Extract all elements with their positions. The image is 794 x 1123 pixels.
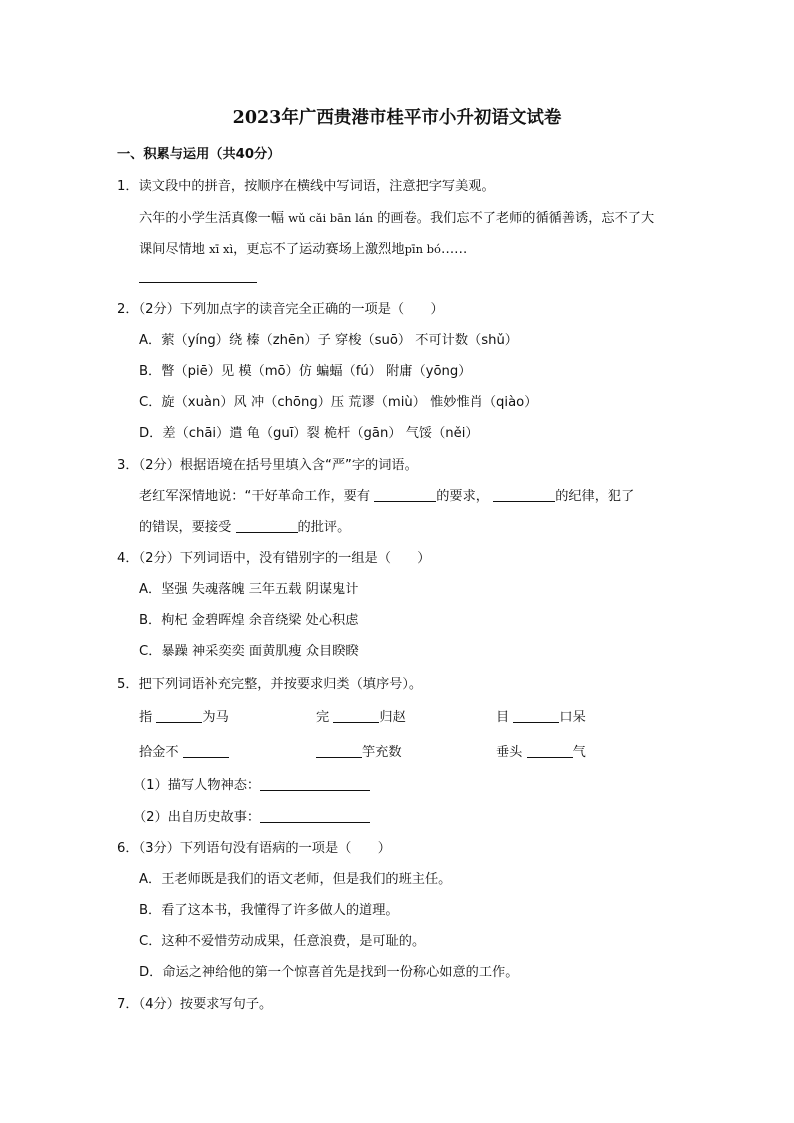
answer-blank[interactable] bbox=[513, 710, 559, 723]
page-title: 2023年广西贵港市桂平市小升初语文试卷 bbox=[232, 108, 562, 128]
pinyin-prompt: pīn bó bbox=[404, 242, 441, 256]
option-b[interactable]: B．看了这本书，我懂得了许多做人的道理。 bbox=[139, 903, 399, 918]
question-5-stem: 5．把下列词语补充完整，并按要求归类（填序号）。 bbox=[117, 677, 423, 692]
answer-blank[interactable] bbox=[316, 745, 362, 758]
answer-blank[interactable] bbox=[374, 489, 436, 502]
question-5-sub-2: （2）出自历史故事： bbox=[133, 810, 370, 826]
option-a[interactable]: A．坚强 失魂落魄 三年五载 阴谋鬼计 bbox=[139, 582, 359, 597]
idiom-fill: 竽充数 bbox=[316, 745, 402, 761]
question-5-sub-1: （1）描写人物神态： bbox=[133, 778, 370, 794]
answer-blank[interactable] bbox=[333, 710, 379, 723]
option-d[interactable]: D．差（chāi）遣 龟（guī）裂 桅杆（gān） 气馁（něi） bbox=[139, 426, 479, 441]
option-c[interactable]: C．暴躁 神采奕奕 面黄肌瘦 众目睽睽 bbox=[139, 644, 359, 659]
answer-blank[interactable] bbox=[236, 520, 298, 533]
question-1-passage-line-2: 课间尽情地 xī xì，更忘不了运动赛场上激烈地pīn bó…… bbox=[139, 242, 468, 257]
idiom-fill: 垂头 气 bbox=[496, 745, 586, 760]
idiom-fill: 拾金不 bbox=[139, 745, 229, 761]
option-c[interactable]: C．旋（xuàn）风 冲（chōng）压 荒谬（miù） 惟妙惟肖（qiào） bbox=[139, 395, 538, 410]
pinyin-prompt: xī xì bbox=[209, 242, 234, 256]
option-a[interactable]: A．萦（yíng）绕 榛（zhēn）子 穿梭（suō） 不可计数（shǔ） bbox=[139, 333, 518, 348]
answer-blank[interactable] bbox=[260, 810, 370, 823]
option-a[interactable]: A．王老师既是我们的语文老师，但是我们的班主任。 bbox=[139, 872, 452, 887]
idiom-fill: 完 归赵 bbox=[316, 710, 406, 725]
answer-blank[interactable] bbox=[527, 745, 573, 758]
answer-blank[interactable] bbox=[139, 270, 257, 286]
question-4-stem: 4．（2分）下列词语中，没有错别字的一组是（ ） bbox=[117, 551, 431, 566]
option-d[interactable]: D．命运之神给他的第一个惊喜首先是找到一份称心如意的工作。 bbox=[139, 965, 519, 980]
question-6-stem: 6．（3分）下列语句没有语病的一项是（ ） bbox=[117, 841, 391, 856]
idiom-fill: 目 口呆 bbox=[496, 710, 586, 725]
question-1-passage-line-1: 六年的小学生活真像一幅 wǔ cǎi bān lán 的画卷。我们忘不了老师的循循善诱，忘不了大 bbox=[139, 211, 655, 226]
question-1-stem: 1．读文段中的拼音，按顺序在横线中写词语，注意把字写美观。 bbox=[117, 179, 495, 194]
question-3-line-2: 的错误，要接受 的批评。 bbox=[139, 520, 351, 535]
idiom-fill: 指 为马 bbox=[139, 710, 229, 725]
question-3-line-1: 老红军深情地说：“干好革命工作，要有 的要求， 的纪律，犯了 bbox=[139, 489, 635, 504]
section-heading: 一、积累与运用（共40分） bbox=[117, 147, 281, 162]
answer-blank[interactable] bbox=[183, 745, 229, 758]
answer-blank[interactable] bbox=[156, 710, 202, 723]
answer-blank[interactable] bbox=[493, 489, 555, 502]
question-3-stem: 3．（2分）根据语境在括号里填入含“严”字的词语。 bbox=[117, 458, 418, 473]
question-2-stem: 2．（2分）下列加点字的读音完全正确的一项是（ ） bbox=[117, 302, 444, 317]
pinyin-prompt: wǔ cǎi bān lán bbox=[288, 211, 374, 225]
option-c[interactable]: C．这种不爱惜劳动成果，任意浪费，是可耻的。 bbox=[139, 934, 426, 949]
option-b[interactable]: B．枸杞 金碧晖煌 余音绕梁 处心积虑 bbox=[139, 613, 359, 628]
option-b[interactable]: B．瞥（piē）见 模（mō）仿 蝙蝠（fú） 附庸（yōng） bbox=[139, 364, 472, 379]
answer-blank[interactable] bbox=[260, 778, 370, 791]
question-7-stem: 7．（4分）按要求写句子。 bbox=[117, 997, 273, 1012]
